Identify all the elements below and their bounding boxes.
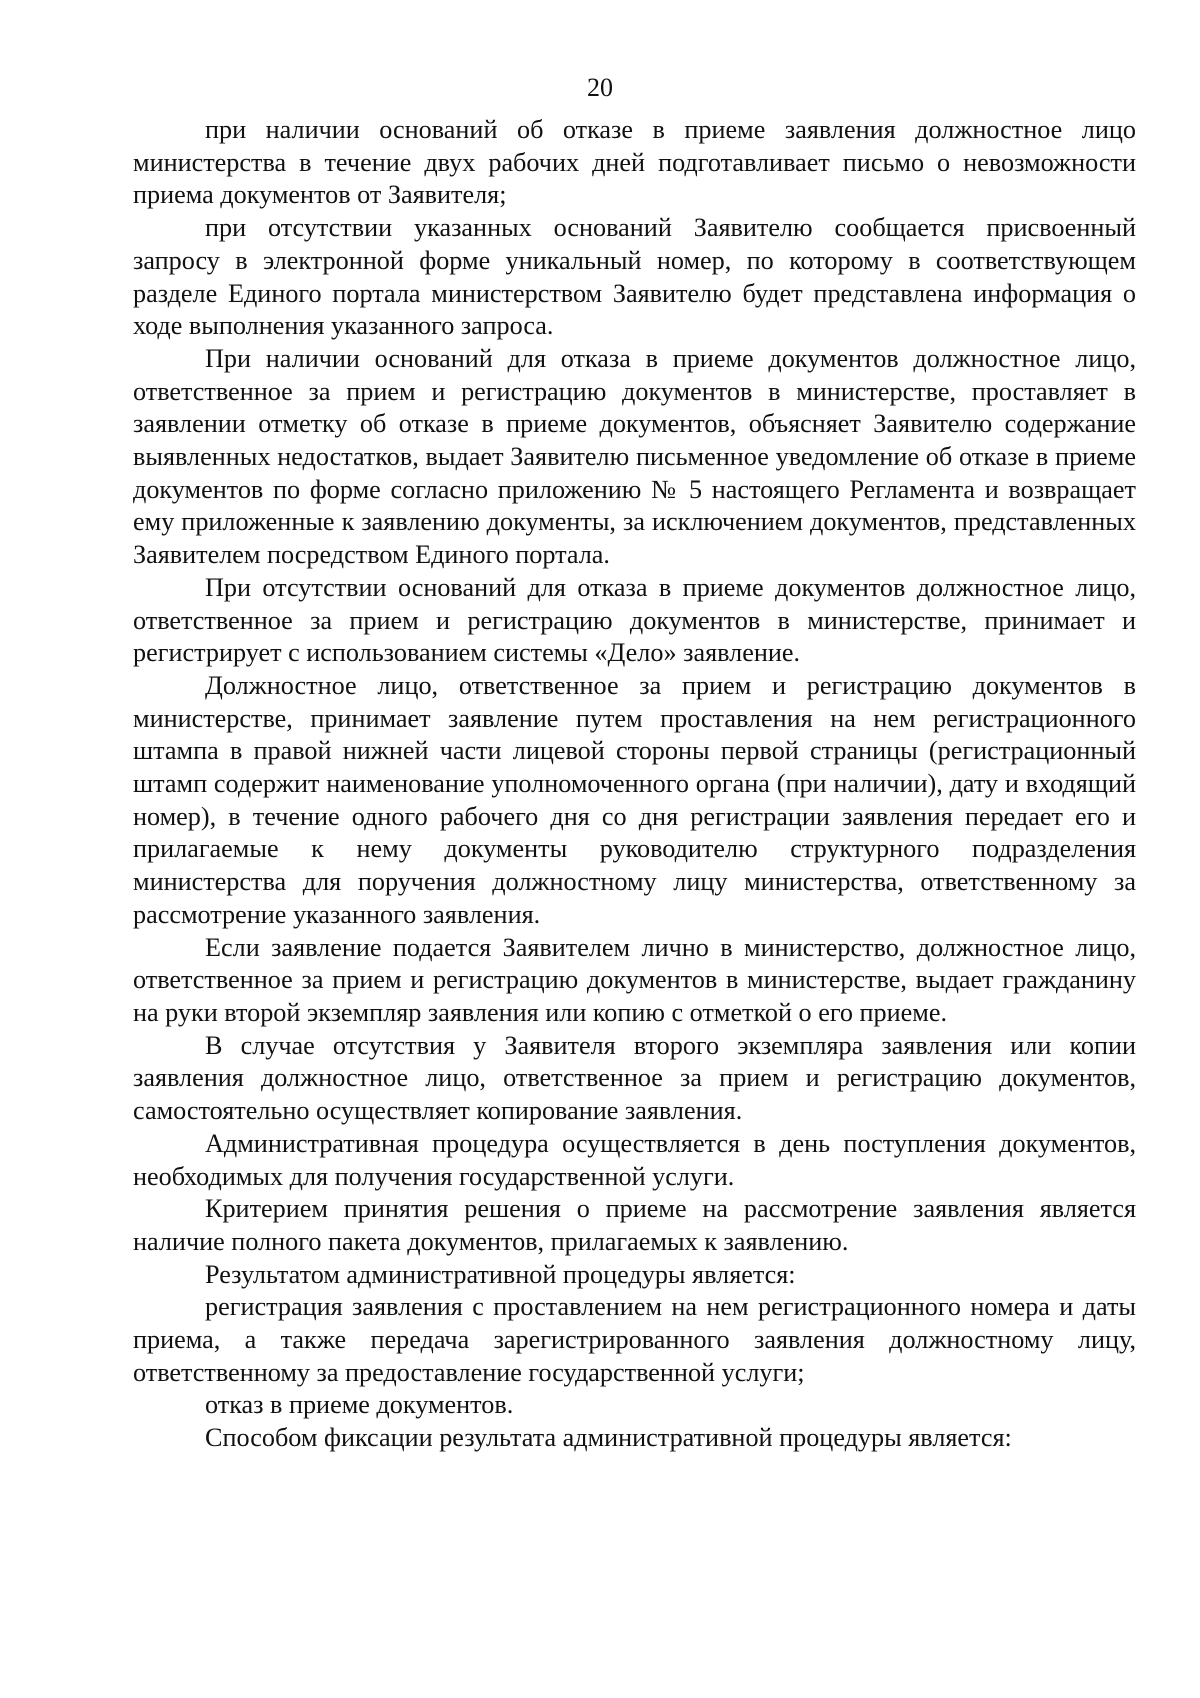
paragraph: Если заявление подается Заявителем лично в министерство, должностное лицо, ответственное за прием и регистрацию документов в министерстве, выдает гражданину на руки второй экземпляр заявления или копию с отметкой о его приеме. bbox=[133, 932, 1136, 1027]
paragraph: при наличии оснований об отказе в приеме заявления должностное лицо министерства в течение двух рабочих дней подготавливает письмо о невозможности приема документов от Заявителя; bbox=[133, 115, 1136, 210]
paragraph: Должностное лицо, ответственное за прием и регистрацию документов в министерстве, принимает заявление путем проставления на нем регистрационного штампа в правой нижней части лицевой стороны первой страницы (регистрационный штамп содержит наименование уполномоченного органа (при наличии), дату и входящий номер), в течение одного рабочего дня со дня регистрации заявления передает его и прилагаемые к нему документы руководителю структурного подразделения министерства для поручения должностному лицу министерства, ответственному за рассмотрение указанного заявления. bbox=[133, 670, 1136, 929]
paragraph: При наличии оснований для отказа в приеме документов должностное лицо, ответственное за прием и регистрацию документов в министерстве, проставляет в заявлении отметку об отказе в приеме документов, объясняет Заявителю содержание выявленных недостатков, выдает Заявителю письменное уведомление об отказе в приеме документов по форме согласно приложению № 5 настоящего Регламента и возвращает ему приложенные к заявлению документы, за исключением документов, представленных Заявителем посредством Единого портала. bbox=[133, 343, 1136, 570]
paragraph: Результатом административной процедуры является: bbox=[205, 1259, 796, 1289]
paragraph: В случае отсутствия у Заявителя второго экземпляра заявления или копии заявления должностное лицо, ответственное за прием и регистрацию документов, самостоятельно осуществляет копирование заявления. bbox=[133, 1030, 1136, 1126]
page-number: 20 bbox=[587, 73, 613, 102]
document-body bbox=[133, 114, 1136, 1455]
paragraph: регистрация заявления с проставлением на нем регистрационного номера и даты приема, а также передача зарегистрированного заявления должностному лицу, ответственному за предоставление государственной услуги; bbox=[133, 1292, 1136, 1387]
paragraph: Административная процедура осуществляется в день поступления документов, необходимых для получения государственной услуги. bbox=[133, 1128, 1136, 1191]
paragraph: При отсутствии оснований для отказа в приеме документов должностное лицо, ответственное за прием и регистрацию документов в министерстве, принимает и регистрирует с использованием системы «Дело» заявление. bbox=[133, 572, 1136, 668]
paragraph: Способом фиксации результата административной процедуры является: bbox=[205, 1423, 1012, 1453]
paragraph: при отсутствии указанных оснований Заявителю сообщается присвоенный запросу в электронной форме уникальный номер, по которому в соответствующем разделе Единого портала министерством Заявителю будет представлена информация о ходе выполнения указанного запроса. bbox=[133, 213, 1136, 341]
paragraph: отказ в приеме документов. bbox=[205, 1390, 514, 1420]
paragraph: Критерием принятия решения о приеме на рассмотрение заявления является наличие полного пакета документов, прилагаемых к заявлению. bbox=[133, 1194, 1136, 1256]
